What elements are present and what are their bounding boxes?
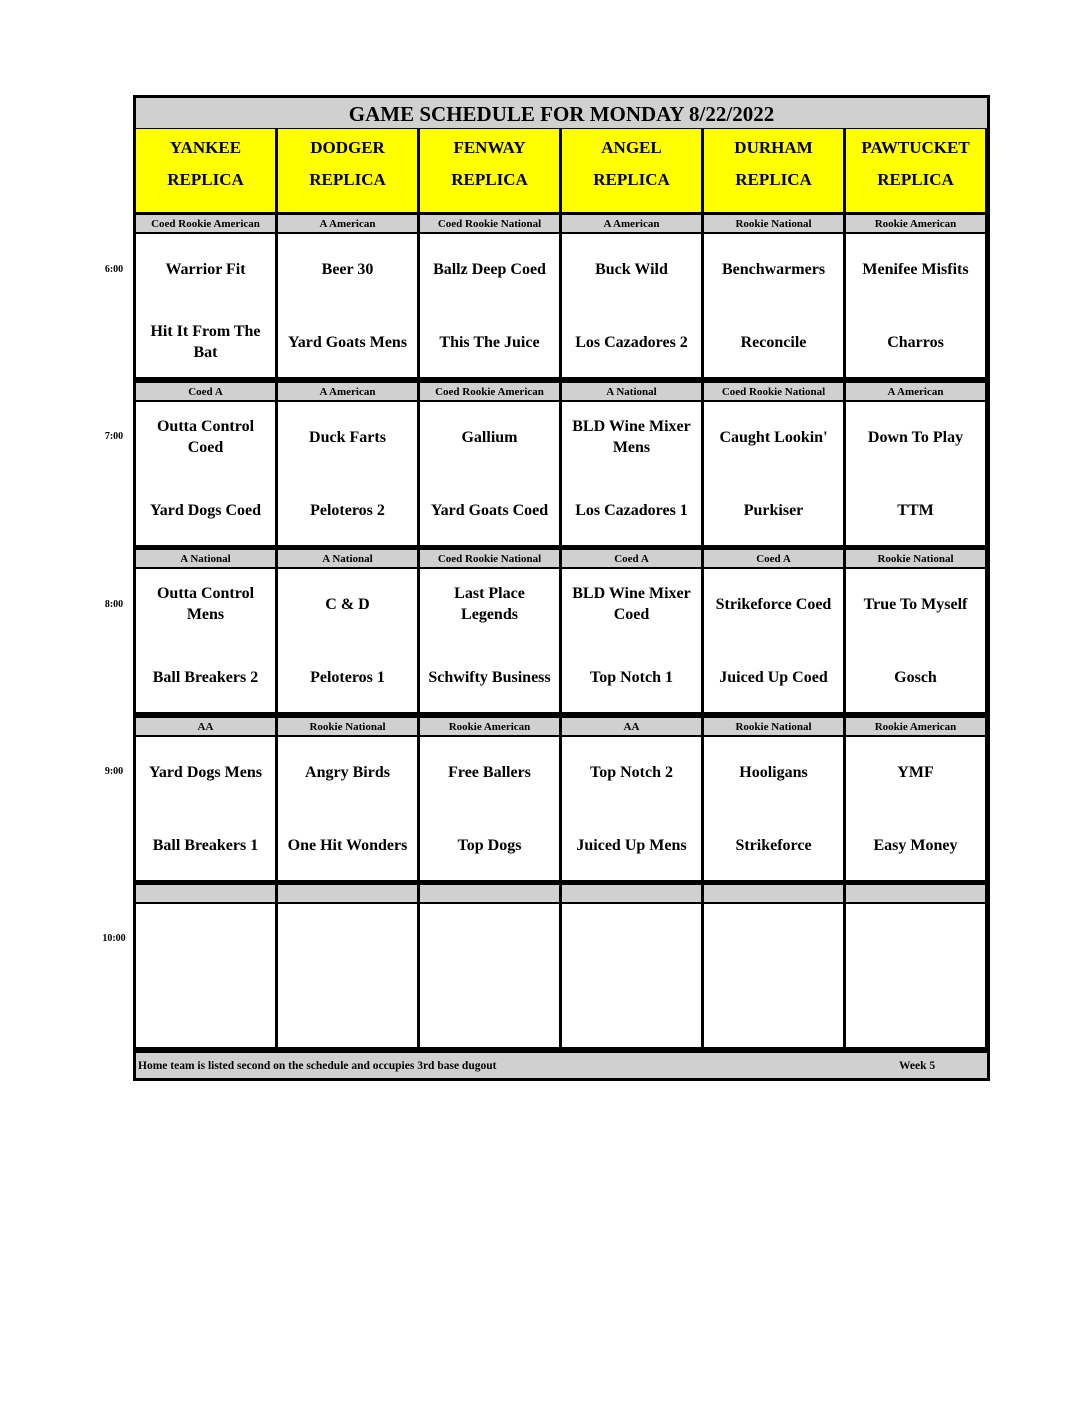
time-slot-label: 8:00 <box>104 599 124 610</box>
game-cell <box>562 737 701 880</box>
field-type: REPLICA <box>877 170 954 189</box>
home-team: This The Juice <box>439 333 540 351</box>
division-label: Rookie National <box>278 718 417 735</box>
game-cell <box>278 569 417 712</box>
home-team: Peloteros 1 <box>310 668 385 686</box>
away-team <box>422 916 557 962</box>
field-header <box>278 129 417 212</box>
home-team: Top Notch 1 <box>590 668 673 686</box>
division-label: Coed A <box>562 550 701 567</box>
division-label: A National <box>278 550 417 567</box>
home-team: Juiced Up Coed <box>719 668 828 686</box>
division-label: A American <box>278 215 417 232</box>
game-cell <box>846 737 985 880</box>
division-label: A American <box>278 383 417 400</box>
field-header <box>136 129 275 212</box>
division-label: Rookie National <box>846 550 985 567</box>
division-label <box>562 885 701 902</box>
away-team: Caught Lookin' <box>719 428 828 446</box>
game-cell <box>846 569 985 712</box>
division-label <box>136 885 275 902</box>
division-label: Coed Rookie National <box>704 383 843 400</box>
time-slot-label: 10:00 <box>102 933 126 944</box>
away-team: Outta Control Mens <box>156 585 255 623</box>
away-team: Top Notch 2 <box>590 763 673 781</box>
field-type: REPLICA <box>735 170 812 189</box>
field-name: ANGEL <box>601 138 662 157</box>
away-team: C & D <box>325 595 370 613</box>
away-team: Free Ballers <box>448 763 531 781</box>
game-cell <box>562 402 701 545</box>
field-type: REPLICA <box>167 170 244 189</box>
field-type: REPLICA <box>593 170 670 189</box>
game-cell <box>562 904 701 1047</box>
division-label: Coed A <box>704 550 843 567</box>
field-type: REPLICA <box>451 170 528 189</box>
home-team: Yard Goats Coed <box>430 501 549 519</box>
division-label: A American <box>846 383 985 400</box>
home-team: Juiced Up Mens <box>576 836 687 854</box>
game-cell <box>136 234 275 377</box>
field-header <box>420 129 559 212</box>
field-name: FENWAY <box>453 138 526 157</box>
time-slot-label: 6:00 <box>104 264 124 275</box>
division-label: Rookie National <box>704 718 843 735</box>
home-team: Top Dogs <box>457 836 522 854</box>
home-team: Ball Breakers 2 <box>152 668 259 686</box>
home-team: Easy Money <box>873 836 958 854</box>
home-team: Strikeforce <box>735 836 812 854</box>
home-team: Hit It From The Bat <box>150 323 261 361</box>
schedule-table <box>133 95 990 1081</box>
game-cell <box>704 234 843 377</box>
division-label: A National <box>136 550 275 567</box>
game-cell <box>420 234 559 377</box>
division-label: Coed Rookie National <box>420 215 559 232</box>
home-team <box>422 989 557 1035</box>
away-team <box>564 916 699 962</box>
away-team: Beer 30 <box>321 260 374 278</box>
schedule-title: GAME SCHEDULE FOR MONDAY 8/22/2022 <box>136 98 987 128</box>
away-team: Hooligans <box>739 763 808 781</box>
home-team: Yard Goats Mens <box>287 333 408 351</box>
home-team: Los Cazadores 2 <box>575 333 688 351</box>
home-team: One Hit Wonders <box>287 836 408 854</box>
away-team: YMF <box>897 763 934 781</box>
footer-bar <box>136 1053 987 1078</box>
game-cell <box>278 402 417 545</box>
away-team: Gallium <box>461 428 518 446</box>
away-team: Outta Control Coed <box>156 418 255 456</box>
division-label <box>846 885 985 902</box>
division-label: Coed Rookie American <box>420 383 559 400</box>
game-cell <box>136 402 275 545</box>
game-cell <box>704 737 843 880</box>
home-team: Charros <box>887 333 944 351</box>
away-team <box>848 916 983 962</box>
home-team: Gosch <box>894 668 937 686</box>
home-team: Ball Breakers 1 <box>152 836 259 854</box>
game-cell <box>420 737 559 880</box>
division-label: Coed Rookie National <box>420 550 559 567</box>
division-label <box>278 885 417 902</box>
field-name: DODGER <box>310 138 385 157</box>
game-cell <box>278 737 417 880</box>
away-team: Down To Play <box>867 428 964 446</box>
away-team: Ballz Deep Coed <box>433 260 546 278</box>
division-label <box>704 885 843 902</box>
division-label: Rookie American <box>420 718 559 735</box>
game-cell <box>704 402 843 545</box>
field-header <box>562 129 701 212</box>
home-team-note: Home team is listed second on the schedule and occupies 3rd base dugout <box>138 1060 497 1072</box>
field-header <box>704 129 843 212</box>
home-team: Los Cazadores 1 <box>575 501 688 519</box>
field-name: YANKEE <box>169 138 242 157</box>
division-label: Rookie National <box>704 215 843 232</box>
game-cell <box>420 402 559 545</box>
away-team: Menifee Misfits <box>862 260 969 278</box>
game-cell <box>704 569 843 712</box>
away-team: Yard Dogs Mens <box>149 763 262 781</box>
division-label: Rookie American <box>846 215 985 232</box>
division-label <box>420 885 559 902</box>
home-team <box>138 989 273 1035</box>
game-cell <box>136 737 275 880</box>
home-team <box>564 989 699 1035</box>
home-team: TTM <box>897 501 934 519</box>
division-label: A National <box>562 383 701 400</box>
home-team: Schwifty Business <box>428 668 551 686</box>
game-cell <box>562 234 701 377</box>
game-cell <box>420 904 559 1047</box>
away-team: True To Myself <box>863 595 968 613</box>
time-column <box>96 0 132 1408</box>
game-cell <box>846 904 985 1047</box>
field-name: PAWTUCKET <box>861 138 970 157</box>
game-cell <box>562 569 701 712</box>
division-label: Coed Rookie American <box>136 215 275 232</box>
home-team <box>280 989 415 1035</box>
game-cell <box>420 569 559 712</box>
game-cell <box>136 904 275 1047</box>
time-slot-label: 9:00 <box>104 766 124 777</box>
home-team: Purkiser <box>743 501 804 519</box>
game-cell <box>846 402 985 545</box>
game-cell <box>136 569 275 712</box>
game-cell <box>704 904 843 1047</box>
away-team: BLD Wine Mixer Mens <box>572 418 691 456</box>
away-team <box>706 916 841 962</box>
game-cell <box>846 234 985 377</box>
away-team <box>138 916 273 962</box>
away-team: Duck Farts <box>309 428 386 446</box>
game-cell <box>278 904 417 1047</box>
field-header <box>846 129 985 212</box>
home-team: Reconcile <box>740 333 807 351</box>
division-label: AA <box>562 718 701 735</box>
away-team: Buck Wild <box>595 260 668 278</box>
home-team <box>706 989 841 1035</box>
away-team: BLD Wine Mixer Coed <box>572 585 691 623</box>
away-team: Angry Birds <box>305 763 390 781</box>
time-slot-label: 7:00 <box>104 431 124 442</box>
away-team: Last Place Legends <box>454 585 525 623</box>
game-cell <box>278 234 417 377</box>
away-team: Benchwarmers <box>721 260 826 278</box>
away-team: Warrior Fit <box>165 260 246 278</box>
home-team: Yard Dogs Coed <box>149 501 262 519</box>
division-label: AA <box>136 718 275 735</box>
week-label: Week 5 <box>899 1060 936 1072</box>
field-name: DURHAM <box>734 138 813 157</box>
division-label: Rookie American <box>846 718 985 735</box>
away-team: Strikeforce Coed <box>715 595 832 613</box>
division-label: A American <box>562 215 701 232</box>
division-label: Coed A <box>136 383 275 400</box>
away-team <box>280 916 415 962</box>
home-team <box>848 989 983 1035</box>
field-type: REPLICA <box>309 170 386 189</box>
home-team: Peloteros 2 <box>310 501 385 519</box>
